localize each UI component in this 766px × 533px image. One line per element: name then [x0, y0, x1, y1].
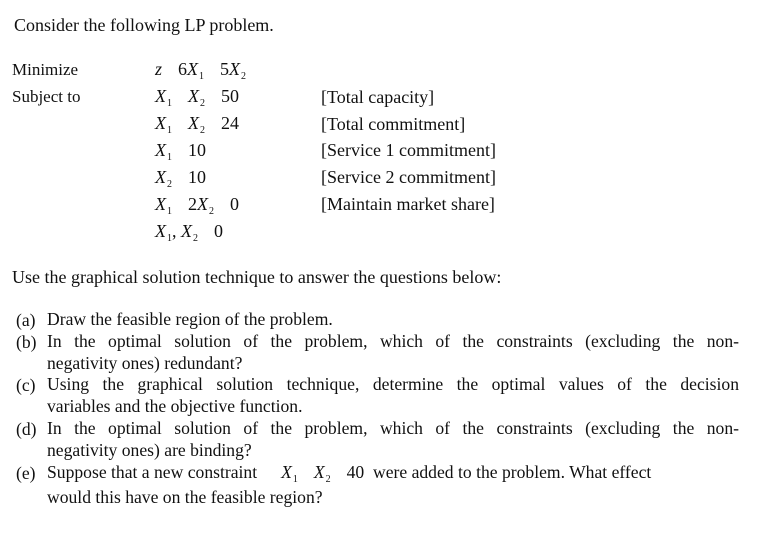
sub: 2 [200, 125, 205, 136]
coef: 2 [188, 194, 197, 214]
constraint-service-1 [155, 141, 206, 163]
question-c-label: (c) [16, 375, 36, 395]
constraint-label: [Total capacity] [321, 87, 435, 107]
question-b-line2: negativity ones) redundant? [47, 353, 243, 373]
sub: 2 [193, 233, 198, 244]
subject-to-label: Subject to [12, 87, 81, 106]
intro-text: Consider the following LP problem. [14, 15, 274, 35]
constraint-total-capacity [155, 87, 239, 109]
question-b-line1: In the optimal solution of the problem, which of the constraints (excluding the non- [47, 331, 739, 351]
question-e-line1 [47, 464, 651, 485]
var: X [188, 86, 199, 106]
rhs: 0 [230, 194, 239, 214]
question-e-sub-2: 2 [325, 474, 331, 485]
objective-z: z [155, 59, 163, 79]
minimize-label: Minimize [12, 60, 79, 79]
sub: 2 [167, 179, 172, 190]
question-c-line2: variables and the objective function. [47, 396, 303, 416]
constraint-market-share [155, 195, 239, 217]
var: X [155, 167, 166, 187]
question-e-post: were added to the problem. What effect [373, 462, 652, 482]
constraint-service-2 [155, 168, 206, 190]
question-d-label: (d) [16, 419, 37, 439]
obj-var-1: X [187, 59, 199, 79]
var: X [155, 113, 166, 133]
sub: 2 [200, 98, 205, 109]
question-e-var-2: X [313, 462, 325, 482]
var: X [181, 221, 192, 241]
question-e-line2: would this have on the feasible region? [47, 487, 323, 507]
constraint-total-commitment [155, 114, 239, 136]
rhs: 0 [214, 221, 223, 241]
rhs: 10 [188, 140, 206, 160]
constraint-label: [Service 2 commitment] [321, 167, 496, 187]
obj-sub-2: 2 [241, 71, 247, 82]
question-e-rhs: 40 [346, 462, 365, 482]
rhs: 50 [221, 86, 239, 106]
question-d-line1: In the optimal solution of the problem, which of the constraints (excluding the non- [47, 418, 739, 438]
question-a-label: (a) [16, 310, 36, 330]
var: X [155, 194, 166, 214]
constraint-label: [Maintain market share] [321, 194, 495, 214]
question-a-text: Draw the feasible region of the problem. [47, 309, 333, 329]
sub: 1 [167, 152, 172, 163]
sub: 1 [167, 206, 172, 217]
question-c-line1: Using the graphical solution technique, determine the optimal values of the decision [47, 374, 739, 394]
var: X [197, 194, 208, 214]
var: X [188, 113, 199, 133]
var: X [155, 86, 166, 106]
sub: 1 [167, 233, 172, 244]
obj-coef-2: 5 [220, 59, 230, 79]
rhs: 24 [221, 113, 239, 133]
objective-function [155, 60, 246, 82]
obj-sub-1: 1 [199, 71, 205, 82]
question-b-label: (b) [16, 332, 37, 352]
constraint-label: [Service 1 commitment] [321, 140, 496, 160]
instruction-text: Use the graphical solution technique to answer the questions below: [12, 267, 502, 287]
nonnegativity-constraint [155, 222, 223, 244]
sub: 1 [167, 98, 172, 109]
sub: 2 [209, 206, 214, 217]
question-e-pre: Suppose that a new constraint [47, 462, 258, 482]
var: X [155, 140, 166, 160]
rhs: 10 [188, 167, 206, 187]
question-e-var-1: X [281, 462, 292, 482]
question-e-sub-1: 1 [292, 474, 298, 485]
separator: , [172, 221, 177, 241]
sub: 1 [167, 125, 172, 136]
var: X [155, 221, 166, 241]
question-d-line2: negativity ones) are binding? [47, 440, 252, 460]
obj-var-2: X [229, 59, 241, 79]
obj-coef-1: 6 [178, 59, 188, 79]
question-e-label: (e) [16, 463, 36, 483]
constraint-label: [Total commitment] [321, 114, 466, 134]
